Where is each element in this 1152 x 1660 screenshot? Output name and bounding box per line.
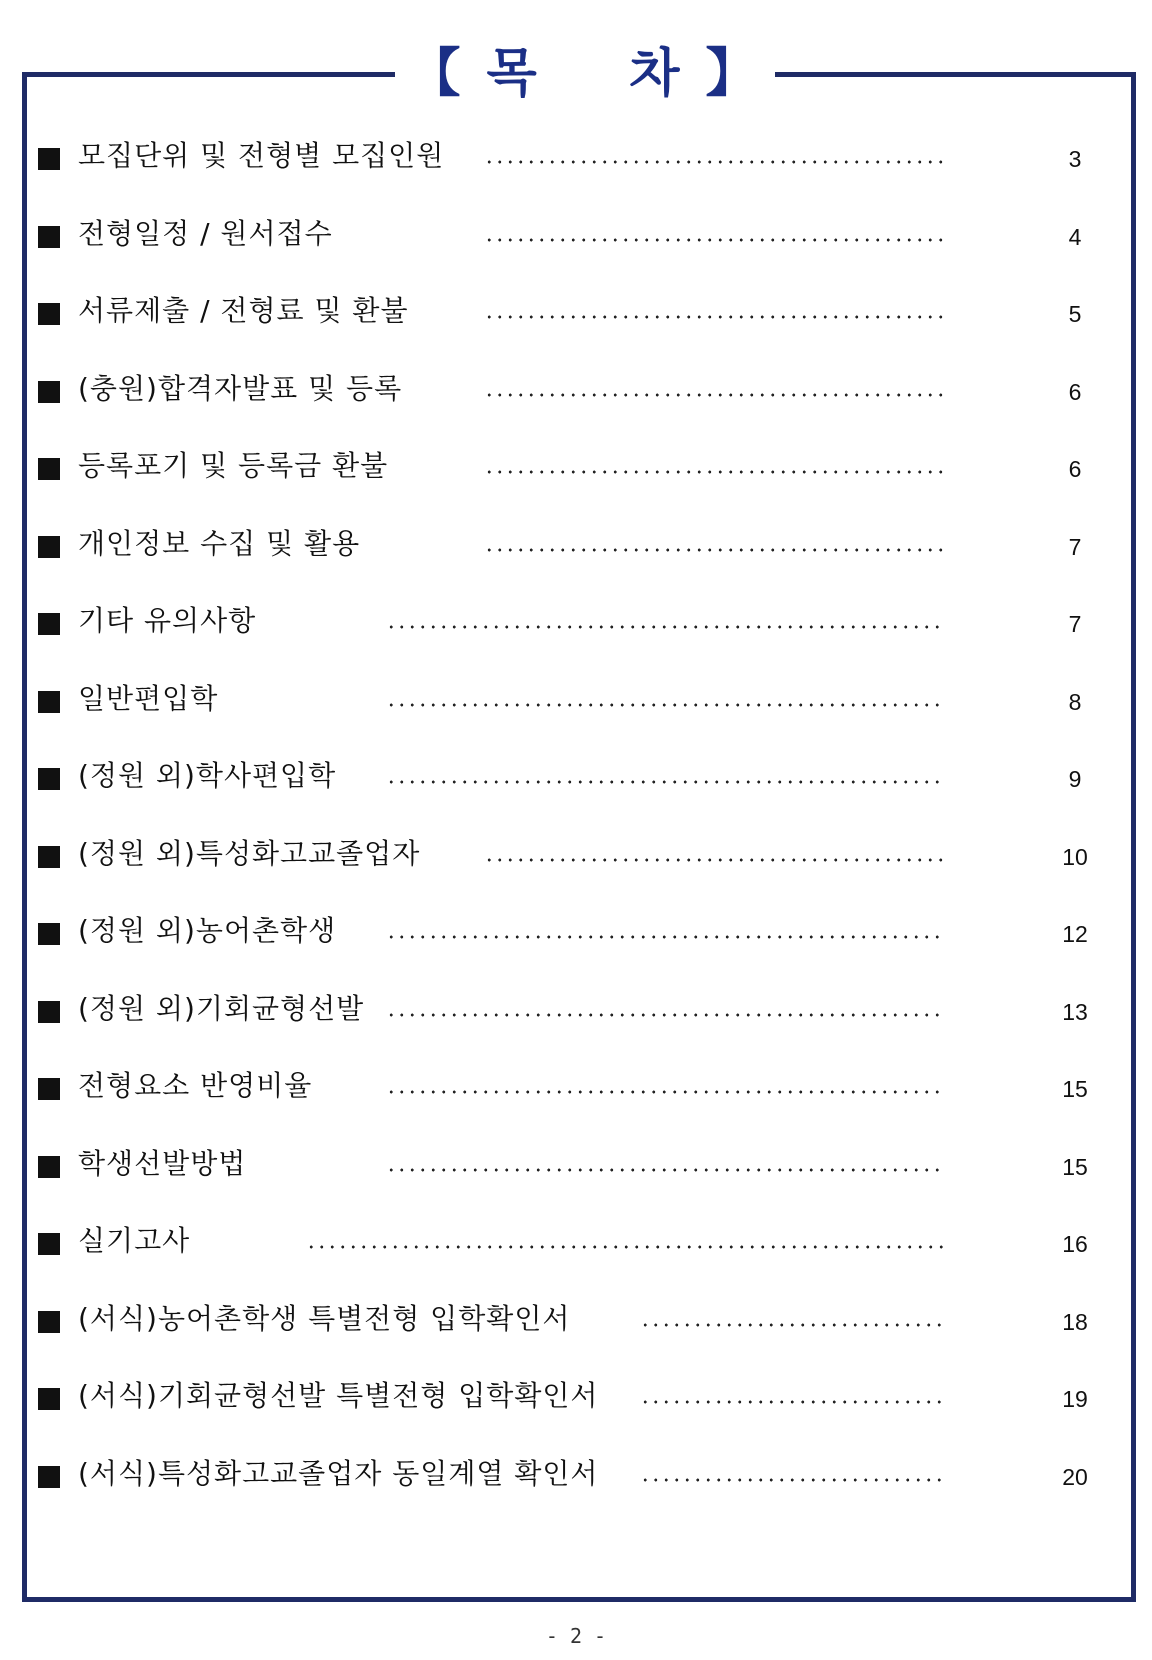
toc-entry-label: (서식)특성화고교졸업자 동일계열 확인서 xyxy=(78,1457,599,1490)
toc-entry-page-number: 5 xyxy=(1068,301,1082,327)
black-square-icon xyxy=(38,613,60,635)
title-container xyxy=(395,40,775,108)
toc-entry xyxy=(0,834,1152,874)
black-square-icon xyxy=(38,1388,60,1410)
black-square-icon xyxy=(38,1078,60,1100)
dot-leader xyxy=(306,1245,944,1249)
toc-entry xyxy=(0,1299,1152,1339)
toc-entry xyxy=(0,1066,1152,1106)
toc-entry-label: 학생선발방법 xyxy=(78,1147,247,1180)
black-square-icon xyxy=(38,1233,60,1255)
toc-entry-page-number: 13 xyxy=(1062,999,1088,1025)
toc-entry-label: 전형일정 / 원서접수 xyxy=(78,217,333,250)
page-title: 【 목 차 】 xyxy=(408,44,762,104)
toc-entry-page-number: 9 xyxy=(1068,766,1082,792)
black-square-icon xyxy=(38,846,60,868)
toc-entry-page-number: 16 xyxy=(1062,1231,1088,1257)
toc-entry xyxy=(0,911,1152,951)
toc-entry xyxy=(0,214,1152,254)
toc-entry-page-number: 7 xyxy=(1068,611,1082,637)
toc-entry-page-number: 20 xyxy=(1062,1464,1088,1490)
toc-entry-page-number: 15 xyxy=(1062,1154,1088,1180)
toc-entry-label: 실기고사 xyxy=(78,1224,191,1257)
black-square-icon xyxy=(38,1001,60,1023)
toc-entry-page-number: 7 xyxy=(1068,534,1082,560)
dot-leader xyxy=(484,160,944,164)
toc-entry xyxy=(0,1454,1152,1494)
toc-entry-page-number: 4 xyxy=(1068,224,1082,250)
toc-entry-label: (충원)합격자발표 및 등록 xyxy=(78,372,403,405)
toc-entry xyxy=(0,756,1152,796)
dot-leader xyxy=(484,858,944,862)
black-square-icon xyxy=(38,691,60,713)
toc-entry-label: (정원 외)특성화고교졸업자 xyxy=(78,837,421,870)
toc-entry-page-number: 15 xyxy=(1062,1076,1088,1102)
dot-leader xyxy=(386,1090,944,1094)
toc-entry-page-number: 8 xyxy=(1068,689,1082,715)
black-square-icon xyxy=(38,1466,60,1488)
toc-entry-label: 기타 유의사항 xyxy=(78,604,257,637)
dot-leader xyxy=(386,780,944,784)
toc-entry-label: (정원 외)학사편입학 xyxy=(78,759,337,792)
toc-entry xyxy=(0,601,1152,641)
toc-entry-label: (서식)기회균형선발 특별전형 입학확인서 xyxy=(78,1379,599,1412)
black-square-icon xyxy=(38,303,60,325)
toc-entry xyxy=(0,1221,1152,1261)
toc-entry xyxy=(0,369,1152,409)
toc-entry-page-number: 19 xyxy=(1062,1386,1088,1412)
black-square-icon xyxy=(38,923,60,945)
toc-entry-label: 일반편입학 xyxy=(78,682,219,715)
dot-leader xyxy=(640,1323,944,1327)
black-square-icon xyxy=(38,1156,60,1178)
page-footer: - 2 - xyxy=(545,1624,607,1648)
dot-leader xyxy=(386,1168,944,1172)
toc-entry-label: (서식)농어촌학생 특별전형 입학확인서 xyxy=(78,1302,571,1335)
dot-leader xyxy=(484,393,944,397)
toc-entry-label: 서류제출 / 전형료 및 환불 xyxy=(78,294,409,327)
toc-entry-label: 모집단위 및 전형별 모집인원 xyxy=(78,139,445,172)
toc-entry-page-number: 18 xyxy=(1062,1309,1088,1335)
black-square-icon xyxy=(38,458,60,480)
toc-entry-page-number: 12 xyxy=(1062,921,1088,947)
black-square-icon xyxy=(38,148,60,170)
toc-entry-label: 전형요소 반영비율 xyxy=(78,1069,313,1102)
dot-leader xyxy=(484,548,944,552)
toc-entry-page-number: 3 xyxy=(1068,146,1082,172)
dot-leader xyxy=(386,625,944,629)
toc-entry xyxy=(0,136,1152,176)
dot-leader xyxy=(640,1400,944,1404)
toc-entry-page-number: 6 xyxy=(1068,456,1082,482)
toc-entry-label: 등록포기 및 등록금 환불 xyxy=(78,449,389,482)
dot-leader xyxy=(386,1013,944,1017)
dot-leader xyxy=(484,315,944,319)
toc-entry xyxy=(0,446,1152,486)
dot-leader xyxy=(484,238,944,242)
toc-entry xyxy=(0,989,1152,1029)
toc-entry xyxy=(0,291,1152,331)
toc-entry-page-number: 6 xyxy=(1068,379,1082,405)
toc-entry-label: (정원 외)농어촌학생 xyxy=(78,914,337,947)
toc-entry-page-number: 10 xyxy=(1062,844,1088,870)
dot-leader xyxy=(386,935,944,939)
dot-leader xyxy=(484,470,944,474)
black-square-icon xyxy=(38,768,60,790)
toc-entry xyxy=(0,679,1152,719)
black-square-icon xyxy=(38,226,60,248)
toc-entry xyxy=(0,524,1152,564)
dot-leader xyxy=(386,703,944,707)
black-square-icon xyxy=(38,381,60,403)
toc-entry-label: (정원 외)기회균형선발 xyxy=(78,992,365,1025)
black-square-icon xyxy=(38,536,60,558)
black-square-icon xyxy=(38,1311,60,1333)
dot-leader xyxy=(640,1478,944,1482)
toc-entry-label: 개인정보 수집 및 활용 xyxy=(78,527,361,560)
toc-entry xyxy=(0,1376,1152,1416)
toc-entry xyxy=(0,1144,1152,1184)
